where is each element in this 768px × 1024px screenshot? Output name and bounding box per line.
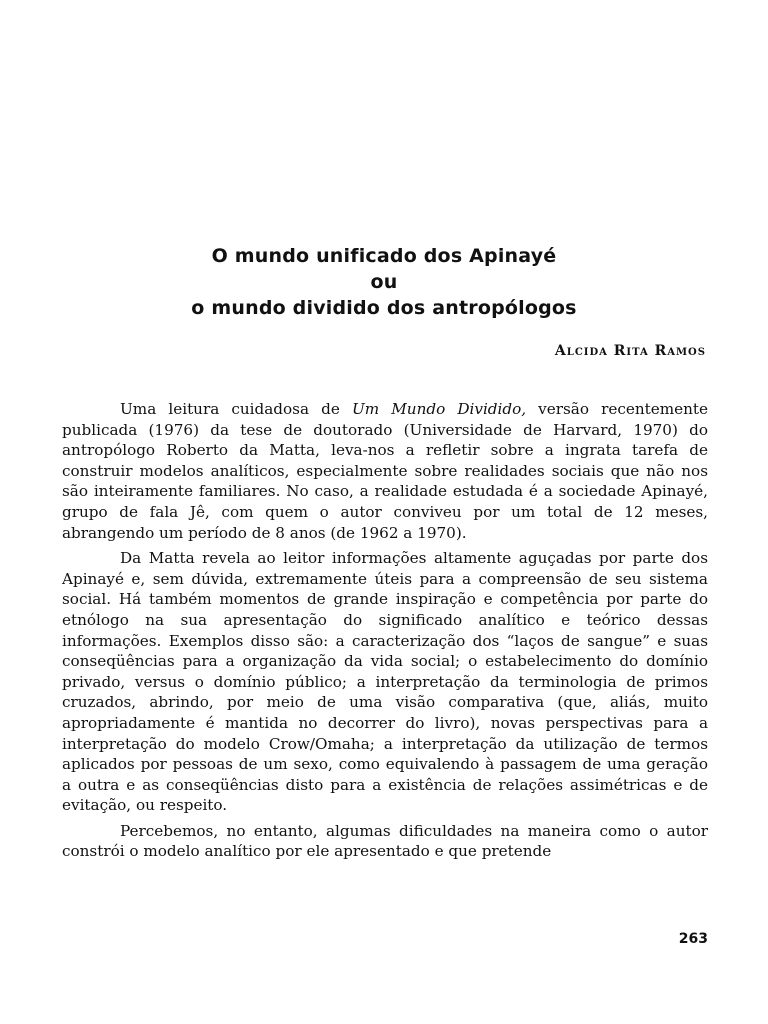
paragraph-2: Da Matta revela ao leitor informações altamente aguçadas por parte dos Apinayé e, sem dúvida, extremamente úteis para a compreensão de seu sistema social. Há também momentos de grande inspiração e competência por parte do etnólogo na sua apresentação do significado analítico e teórico dessas informações. Exemplos disso são: a caracterização dos “laços de sangue” e suas conseqüências para a organização da vida social; o estabelecimento do domínio privado, versus o domínio público; a interpretação da terminologia de primos cruzados, abrindo, por meio de uma visão comparativa (que, aliás, muito apropriadamente é mantida no decorrer do livro), novas perspectivas para a interpretação do modelo Crow/Omaha; a interpretação da utilização de termos aplicados por pessoas de um sexo, como equivalendo à passagem de uma geração a outra e as conseqüências disto para a existência de relações assimétricas e de evitação, ou respeito. [62,549,708,815]
paragraph-3: Percebemos, no entanto, algumas dificuldades na maneira como o autor constrói o modelo analítico por ele apresentado e que pretende [62,821,708,861]
page-number: 263 [678,931,708,947]
article-body [62,399,708,867]
paragraph-1 [62,399,708,543]
title-line-1: O mundo unificado dos Apinayé [211,245,557,267]
book-title-italic: Um Mundo Dividido, [351,400,527,418]
article-title [0,243,768,321]
paragraph-1-start: Uma leitura cuidadosa de [120,400,352,418]
title-line-3: o mundo dividido dos antropólogos [191,297,577,319]
title-line-2: ou [370,271,398,293]
paragraph-1-rest: versão recentemente publicada (1976) da tese de doutorado (Universidade de Harvard, 1970) do antropólogo Roberto da Matta, leva-nos a refletir sobre a ingrata tarefa de construir modelos analíticos, especialmente sobre realidades sociais que não nos são inteiramente familiares. No caso, a realidade estudada é a sociedade Apinayé, grupo de fala Jê, com quem o autor conviveu por um total de 12 meses, abrangendo um período de 8 anos (de 1962 a 1970). [62,400,708,542]
author-name: Alcida Rita Ramos [554,343,706,359]
